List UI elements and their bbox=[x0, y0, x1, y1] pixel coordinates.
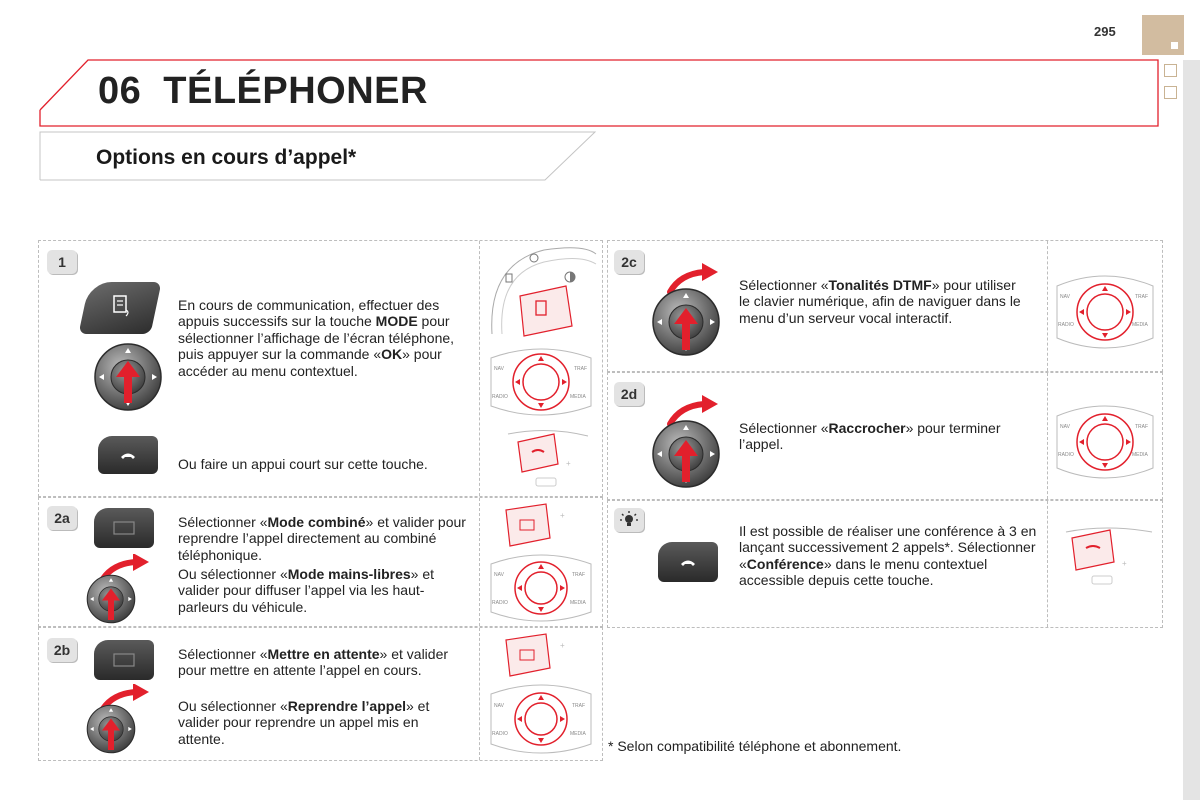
svg-text:NAV: NAV bbox=[494, 572, 504, 578]
panel-divider bbox=[479, 241, 480, 496]
svg-text:NAV: NAV bbox=[1060, 294, 1070, 300]
step-2a-illustration bbox=[486, 502, 596, 624]
text-run: Sélectionner « bbox=[178, 646, 268, 662]
svg-text:RADIO: RADIO bbox=[492, 394, 508, 400]
power-icon bbox=[530, 254, 538, 262]
step-2a-alt-instruction bbox=[178, 566, 468, 615]
ok-knob-rotate[interactable] bbox=[648, 262, 728, 360]
text-bold: Mode combiné bbox=[267, 514, 366, 530]
nav-knob-illustration bbox=[1052, 396, 1158, 488]
phone-icon bbox=[98, 436, 158, 474]
phone-shortcut-button[interactable] bbox=[98, 436, 158, 474]
step-1-alt-instruction: Ou faire un appui court sur cette touche. bbox=[178, 456, 428, 472]
lightbulb-icon bbox=[619, 510, 639, 530]
text-run: Sélectionner « bbox=[178, 514, 268, 530]
ok-knob-rotate[interactable] bbox=[85, 554, 155, 630]
text-bold: MODE bbox=[375, 313, 418, 330]
step-2c-instruction bbox=[739, 277, 1024, 326]
nav-knob-illustration bbox=[486, 344, 596, 420]
steering-wheel-illustration bbox=[1056, 524, 1156, 594]
phone-shortcut-button[interactable] bbox=[658, 542, 718, 582]
text-bold: Raccrocher bbox=[828, 420, 906, 436]
svg-text:RADIO: RADIO bbox=[1058, 452, 1074, 458]
svg-text:+: + bbox=[560, 641, 565, 650]
text-run: » pour terminer l’appel. bbox=[739, 420, 1001, 453]
text-run: » et valider pour reprendre un appel mis en attente. bbox=[178, 698, 430, 747]
step-badge: 2c bbox=[614, 250, 644, 274]
text-run: Ou sélectionner « bbox=[178, 566, 288, 582]
chapter-heading bbox=[98, 70, 428, 113]
text-bold: OK bbox=[381, 346, 403, 363]
rotate-arrow-icon bbox=[670, 395, 718, 424]
steering-wheel-illustration bbox=[488, 424, 596, 494]
text-bold: Reprendre l’appel bbox=[287, 698, 406, 714]
panel-divider bbox=[1047, 373, 1048, 499]
svg-text:TRAF: TRAF bbox=[1135, 294, 1149, 300]
step-badge: 2b bbox=[47, 638, 77, 662]
step-2a-instruction bbox=[178, 514, 468, 563]
mode-button[interactable] bbox=[78, 282, 161, 334]
svg-text:+: + bbox=[566, 459, 571, 468]
footnote: * Selon compatibilité téléphone et abonnement. bbox=[608, 738, 902, 754]
text-run: » et valider pour mettre en attente l’appel en cours. bbox=[178, 646, 449, 679]
svg-text:RADIO: RADIO bbox=[1058, 322, 1074, 328]
svg-text:MEDIA: MEDIA bbox=[570, 394, 586, 400]
key-glyph-icon bbox=[94, 640, 154, 680]
tip-badge bbox=[614, 508, 644, 532]
page-number: 295 bbox=[1094, 24, 1116, 39]
rotate-arrow-icon bbox=[670, 263, 718, 292]
text-run: pour sélectionner l’affichage de l’écran téléphone, puis appuyer sur la commande « bbox=[178, 313, 455, 363]
phone-key[interactable] bbox=[94, 640, 154, 680]
text-run: Sélectionner « bbox=[739, 277, 829, 293]
svg-text:TRAF: TRAF bbox=[572, 703, 586, 709]
step-2b-alt-instruction bbox=[178, 698, 468, 747]
svg-text:TRAF: TRAF bbox=[1135, 424, 1149, 430]
text-bold: Conférence bbox=[746, 555, 824, 572]
svg-text:MEDIA: MEDIA bbox=[570, 731, 586, 737]
svg-text:+: + bbox=[560, 511, 565, 520]
svg-text:TRAF: TRAF bbox=[572, 572, 586, 578]
phone-icon bbox=[658, 542, 718, 582]
text-run: Il est possible de réaliser une conférence à 3 en lançant successivement 2 appels*. Sélectionner « bbox=[739, 523, 1037, 572]
text-bold: Mode mains-libres bbox=[287, 566, 411, 582]
text-run: Sélectionner « bbox=[739, 420, 829, 436]
section-title: Options en cours d’appel* bbox=[96, 146, 357, 169]
svg-text:NAV: NAV bbox=[494, 703, 504, 709]
step-1-instruction bbox=[178, 297, 468, 379]
text-bold: Mettre en attente bbox=[267, 646, 380, 662]
step-badge: 2a bbox=[47, 506, 77, 530]
step-2d-instruction bbox=[739, 420, 1024, 453]
side-bar bbox=[1183, 60, 1200, 800]
cluster-illustration bbox=[484, 244, 598, 339]
nav-knob-illustration bbox=[1052, 266, 1158, 358]
panel-divider bbox=[479, 498, 480, 626]
text-run: » pour utiliser le clavier numérique, afin de naviguer dans le menu d’un serveur vocal interactif. bbox=[739, 277, 1021, 326]
svg-text:MEDIA: MEDIA bbox=[570, 600, 586, 606]
chapter-tab-marker bbox=[1142, 15, 1184, 55]
text-run: » et valider pour reprendre l’appel directement au combiné téléphonique. bbox=[178, 514, 466, 563]
svg-text:+: + bbox=[1122, 559, 1127, 568]
text-run: » dans le menu contextuel accessible depuis cette touche. bbox=[739, 555, 988, 589]
step-2b-instruction bbox=[178, 646, 470, 679]
phone-key[interactable] bbox=[94, 508, 154, 548]
ok-knob[interactable] bbox=[88, 337, 168, 417]
svg-text:RADIO: RADIO bbox=[492, 600, 508, 606]
panel-divider bbox=[1047, 241, 1048, 371]
step-2b-illustration bbox=[486, 632, 596, 756]
phone-screen-icon bbox=[84, 282, 156, 334]
svg-text:MEDIA: MEDIA bbox=[1132, 452, 1148, 458]
step-badge: 1 bbox=[47, 250, 77, 274]
svg-text:TRAF: TRAF bbox=[574, 366, 588, 372]
text-run: » pour accéder au menu contextuel. bbox=[178, 346, 442, 379]
panel-divider bbox=[1047, 501, 1048, 627]
text-bold: Tonalités DTMF bbox=[828, 277, 932, 293]
chapter-number: 06 bbox=[98, 70, 142, 112]
text-run: Ou sélectionner « bbox=[178, 698, 288, 714]
key-glyph-icon bbox=[94, 508, 154, 548]
text-run: » et valider pour diffuser l’appel via les haut-parleurs du véhicule. bbox=[178, 566, 435, 615]
chapter-title: TÉLÉPHONER bbox=[163, 70, 428, 112]
svg-text:RADIO: RADIO bbox=[492, 731, 508, 737]
tip-text bbox=[739, 523, 1039, 589]
step-badge: 2d bbox=[614, 382, 644, 406]
ok-knob-rotate[interactable] bbox=[85, 684, 155, 760]
svg-text:NAV: NAV bbox=[1060, 424, 1070, 430]
svg-text:NAV: NAV bbox=[494, 366, 504, 372]
svg-text:MEDIA: MEDIA bbox=[1132, 322, 1148, 328]
text-run: En cours de communication, effectuer des appuis successifs sur la touche bbox=[178, 297, 440, 330]
panel-divider bbox=[479, 628, 480, 760]
ok-knob-rotate[interactable] bbox=[648, 394, 728, 492]
